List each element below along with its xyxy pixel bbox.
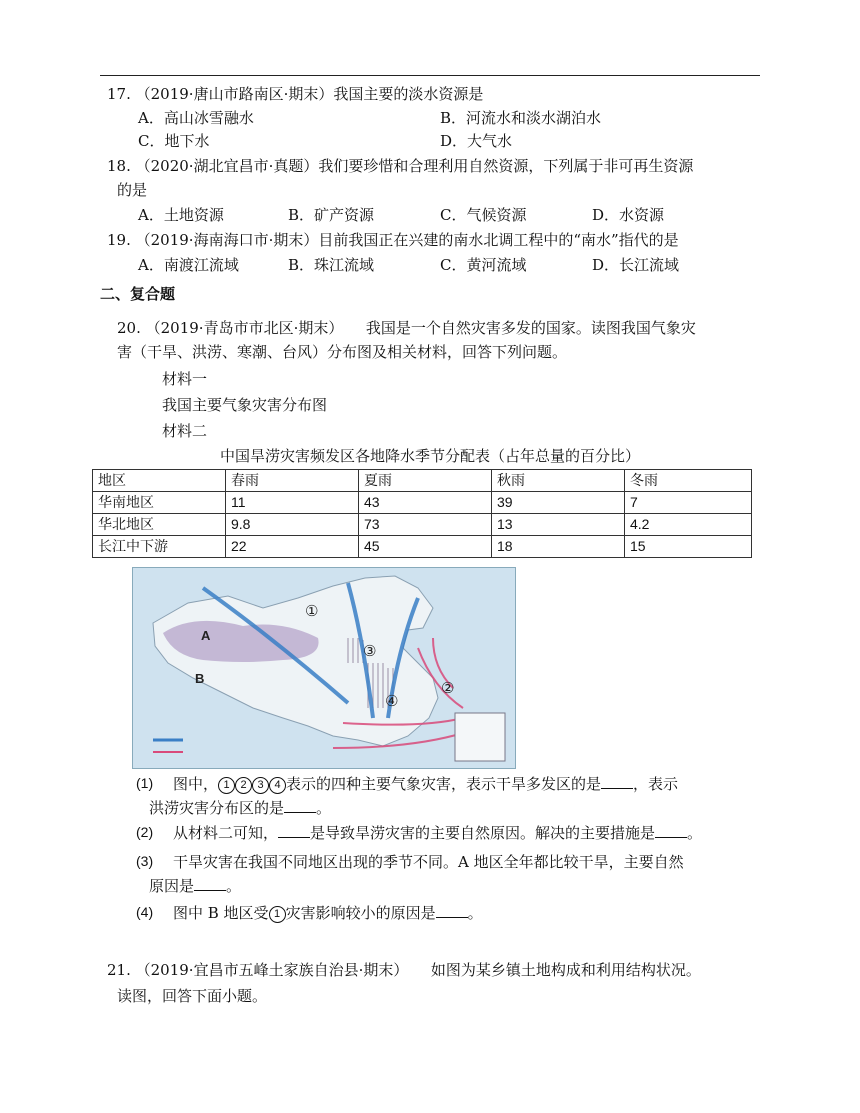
sub1-number: (1) [136, 775, 154, 791]
answer-blank[interactable] [284, 798, 316, 813]
map-label-3: ③ [363, 642, 377, 660]
q20-stem-cont: 害（干旱、洪涝、寒潮、台风）分布图及相关材料，回答下列问题。 [117, 343, 568, 361]
q17-option-a: A．高山冰雪融水 [138, 109, 254, 127]
q18-option-a: A．土地资源 [138, 206, 224, 224]
precipitation-table [92, 469, 752, 558]
disaster-map [132, 567, 516, 769]
q17-stem: 17. （2019·唐山市路南区·期末）我国主要的淡水资源是 [107, 85, 484, 103]
table-cell: 华南地区 [93, 492, 226, 514]
map-label-2: ② [441, 679, 455, 697]
section-heading: 二、复合题 [100, 285, 176, 303]
south-sea-inset [455, 713, 505, 761]
table-cell: 73 [359, 514, 492, 536]
q20-stem: 20. （2019·青岛市市北区·期末） 我国是一个自然灾害多发的国家。读图我国气象灾 [117, 319, 696, 337]
map-label-4: ④ [385, 692, 399, 710]
answer-blank[interactable] [194, 876, 226, 891]
table-header-cell: 地区 [93, 470, 226, 492]
table-cell: 43 [359, 492, 492, 514]
q17-option-d: D．大气水 [440, 132, 513, 150]
table-cell: 18 [492, 536, 625, 558]
q21-stem-cont: 读图，回答下面小题。 [117, 987, 268, 1005]
table-header-cell: 秋雨 [492, 470, 625, 492]
table-cell: 9.8 [226, 514, 359, 536]
table-header-row [93, 470, 752, 492]
sub2-number: (2) [136, 824, 154, 840]
q18-stem: 18. （2020·湖北宜昌市·真题）我们要珍惜和合理利用自然资源，下列属于非可再生资源 [107, 157, 694, 175]
table-cell: 4.2 [625, 514, 752, 536]
table-cell: 22 [226, 536, 359, 558]
map-label-a: A [201, 628, 211, 643]
answer-blank[interactable] [655, 823, 687, 838]
answer-blank[interactable] [436, 903, 468, 918]
table-header-cell: 冬雨 [625, 470, 752, 492]
q19-option-b: B．珠江流域 [288, 256, 375, 274]
sub3-text: 干旱灾害在我国不同地区出现的季节不同。A 地区全年都比较干旱，主要自然 [173, 853, 684, 871]
sub3-number: (3) [136, 853, 154, 869]
table-cell: 13 [492, 514, 625, 536]
q21-stem: 21. （2019·宜昌市五峰土家族自治县·期末） 如图为某乡镇土地构成和利用结构状况。 [107, 961, 701, 979]
material-one-title: 我国主要气象灾害分布图 [162, 396, 328, 414]
material-one-label: 材料一 [162, 370, 208, 388]
table-cell: 39 [492, 492, 625, 514]
table-header-cell: 春雨 [226, 470, 359, 492]
material-two-label: 材料二 [162, 422, 208, 440]
q19-stem: 19. （2019·海南海口市·期末）目前我国正在兴建的南水北调工程中的“南水”指代的是 [107, 231, 679, 249]
sub3-text-cont: 原因是 。 [149, 877, 242, 895]
table-cell: 11 [226, 492, 359, 514]
sub1-text-cont: 洪涝灾害分布区的是 。 [149, 799, 332, 817]
q18-stem-cont: 的是 [117, 181, 148, 199]
q18-option-b: B．矿产资源 [288, 206, 375, 224]
table-header-cell: 夏雨 [359, 470, 492, 492]
sub4-text: 图中 B 地区受 1 灾害影响较小的原因是 。 [173, 904, 483, 922]
q19-option-c: C．黄河流域 [440, 256, 527, 274]
q18-option-c: C．气候资源 [440, 206, 527, 224]
map-label-b: B [195, 671, 205, 686]
answer-blank[interactable] [601, 774, 633, 789]
table-cell: 15 [625, 536, 752, 558]
sub2-text: 从材料二可知， 是导致旱涝灾害的主要自然原因。解决的主要措施是 。 [173, 824, 703, 842]
sub1-text: 图中， 1 2 3 4 表示的四种主要气象灾害，表示干旱多发区的是 ，表示 [173, 775, 679, 793]
table-row [93, 492, 752, 514]
table-cell: 7 [625, 492, 752, 514]
q19-option-a: A．南渡江流域 [138, 256, 239, 274]
header-rule [100, 75, 760, 76]
q17-option-c: C．地下水 [138, 132, 210, 150]
q17-option-b: B．河流水和淡水湖泊水 [440, 109, 602, 127]
sub4-number: (4) [136, 904, 154, 920]
table-row [93, 514, 752, 536]
table-row [93, 536, 752, 558]
table-cell: 华北地区 [93, 514, 226, 536]
answer-blank[interactable] [278, 823, 310, 838]
table-cell: 长江中下游 [93, 536, 226, 558]
table-cell: 45 [359, 536, 492, 558]
table-caption: 中国旱涝灾害频发区各地降水季节分配表（占年总量的百分比） [219, 447, 640, 465]
map-label-1: ① [305, 602, 319, 620]
q19-option-d: D．长江流域 [592, 256, 680, 274]
q18-option-d: D．水资源 [592, 206, 665, 224]
